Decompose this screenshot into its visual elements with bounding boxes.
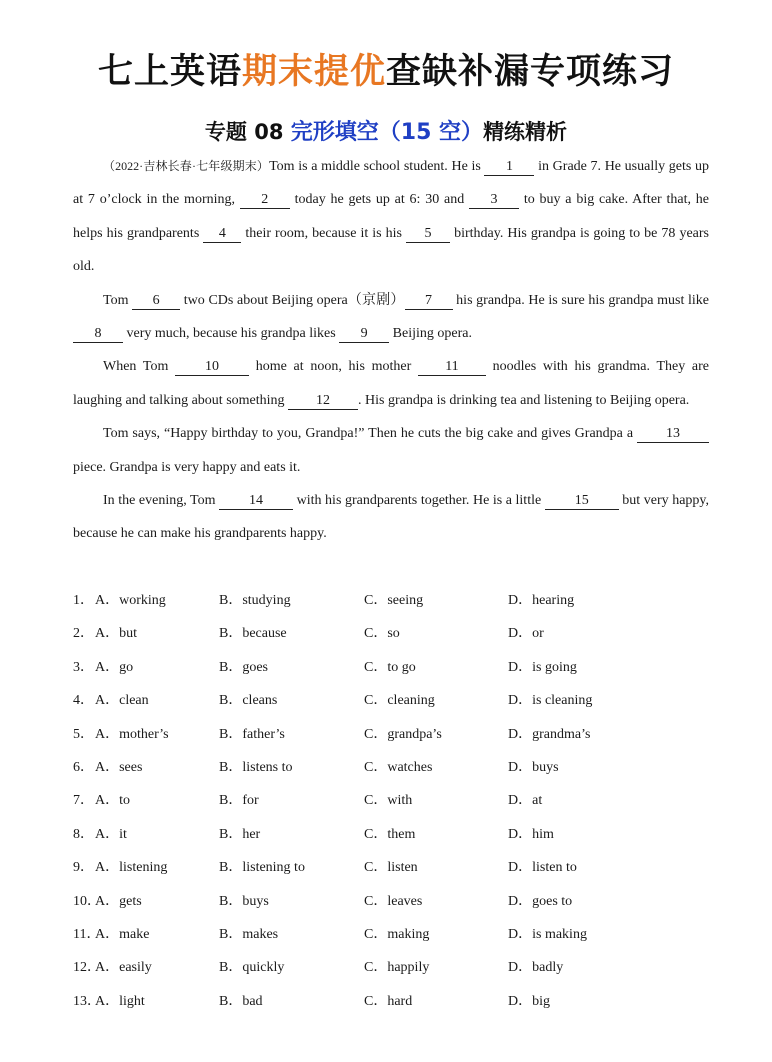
title-part2: 查缺补漏专项练习 [386,52,675,92]
option-a[interactable]: A．gets [95,893,142,909]
option-c[interactable]: C．so [364,626,400,642]
blank-13: 13 [637,426,709,443]
option-b[interactable]: B．because [219,626,287,642]
option-b[interactable]: B．goes [219,659,268,675]
passage-paragraph-5 [73,484,709,551]
blank-11: 11 [418,359,486,376]
option-b[interactable]: B．buys [219,893,269,909]
question-row-7 [73,784,713,817]
passage-paragraph-4 [73,417,709,484]
question-row-12 [73,951,713,984]
question-row-13 [73,985,713,1018]
option-b[interactable]: B．for [219,793,259,809]
option-d[interactable]: D．him [508,826,554,842]
option-d[interactable]: D．big [508,993,550,1009]
option-c[interactable]: C．cleaning [364,693,435,709]
blank-7: 7 [405,293,453,310]
passage-paragraph-2 [73,284,709,351]
passage-text: birthday. His grandpa is going to be 78 years old. [73,225,710,275]
option-d[interactable]: D．is going [508,659,577,675]
question-row-8 [73,818,713,851]
option-c[interactable]: C．hard [364,993,413,1009]
question-row-5 [73,718,713,751]
blank-9: 9 [339,326,389,343]
question-number: 1． [73,593,94,608]
passage-text: to buy a big cake. After that, he helps his grandparents [73,192,709,241]
option-c[interactable]: C．making [364,926,430,942]
option-c[interactable]: C．seeing [364,593,424,608]
question-row-2 [73,617,713,650]
question-number: 13． [73,993,101,1009]
passage-text: . His grandpa is drinking tea and listening to Beijing opera. [358,392,690,408]
subtitle-suffix: 精练精析 [483,120,568,144]
blank-14: 14 [219,493,293,510]
blank-6: 6 [132,293,180,310]
option-a[interactable]: A．make [95,926,150,942]
cloze-passage [73,150,709,551]
question-number: 10． [73,893,101,909]
question-row-10 [73,885,713,918]
option-d[interactable]: D．listen to [508,860,577,876]
passage-paragraph-3 [73,350,709,417]
question-number: 3． [73,659,94,675]
question-number: 12． [73,960,101,976]
title-highlight: 期末提优 [241,52,386,92]
option-b[interactable]: B．cleans [219,693,278,709]
passage-text: noodles with his grandma. They are laughing and talking about something [73,359,710,408]
passage-paragraph-1 [73,150,709,284]
passage-text: When Tom [103,359,176,375]
option-c[interactable]: C．grandpa’s [364,726,442,742]
passage-text: but very happy, because he can make his grandparents happy. [73,493,709,542]
option-b[interactable]: B．her [219,826,261,842]
option-d[interactable]: D．hearing [508,593,575,608]
option-b[interactable]: B．listening to [219,860,305,876]
blank-5: 5 [406,226,450,243]
passage-text: In the evening, Tom [103,493,220,509]
passage-text: very much, because his grandpa likes [123,326,340,342]
option-a[interactable]: A．sees [95,759,143,775]
option-d[interactable]: D．is making [508,926,587,942]
blank-4: 4 [203,226,241,243]
passage-text: two CDs about Beijing opera（京剧） [180,292,405,308]
passage-text: home at noon, his mother [249,359,418,375]
option-d[interactable]: D．buys [508,759,559,775]
blank-8: 8 [73,326,123,343]
passage-text: Tom is a middle school student. He is [269,159,485,174]
question-number: 9． [73,860,94,876]
option-d[interactable]: D．badly [508,960,564,976]
page-title [0,44,772,94]
passage-text: with his grandparents together. He is a little [293,493,545,509]
option-d[interactable]: D．is cleaning [508,693,593,709]
blank-1: 1 [484,159,534,176]
blank-10: 10 [175,359,249,376]
question-row-4 [73,684,713,717]
option-a[interactable]: A．working [95,593,166,608]
option-a[interactable]: A．to [95,793,130,809]
question-number: 7． [73,793,94,809]
option-b[interactable]: B．listens to [219,759,293,775]
passage-text: in Grade 7. He usually gets up at 7 o’clock in the morning, [73,159,709,208]
question-number: 8． [73,826,94,842]
question-row-9 [73,851,713,884]
option-c[interactable]: C．them [364,826,416,842]
passage-text: piece. Grandpa is very happy and eats it. [73,459,301,475]
blank-15: 15 [545,493,619,510]
question-number: 4． [73,693,94,709]
question-row-3 [73,651,713,684]
option-c[interactable]: C．happily [364,960,430,976]
option-c[interactable]: C．leaves [364,893,423,909]
blank-12: 12 [288,393,358,410]
option-a[interactable]: A．easily [95,960,152,976]
question-number: 2． [73,626,94,642]
option-b[interactable]: B．studying [219,593,291,608]
question-number: 11． [73,926,101,942]
question-number: 6． [73,759,94,775]
passage-text: his grandpa. He is sure his grandpa must like [452,292,709,308]
option-b[interactable]: B．father’s [219,726,285,742]
option-a[interactable]: A．it [95,826,127,842]
question-row-1 [73,584,713,617]
option-a[interactable]: A．light [95,993,145,1009]
blank-2: 2 [240,192,290,209]
page-subtitle [0,115,772,146]
option-c[interactable]: C．with [364,793,413,809]
option-b[interactable]: B．quickly [219,960,285,976]
passage-text: Tom [103,292,133,308]
option-d[interactable]: D．goes to [508,893,573,909]
option-a[interactable]: A．mother’s [95,726,169,742]
passage-text: today he gets up at 6: 30 and [289,192,470,208]
subtitle-main: 完形填空（15 空） [290,120,484,145]
option-a[interactable]: A．clean [95,693,149,709]
option-a[interactable]: A．go [95,659,134,675]
option-b[interactable]: B．bad [219,993,263,1009]
option-a[interactable]: A．but [95,626,137,642]
option-a[interactable]: A．listening [95,860,168,876]
passage-text: Tom says, “Happy birthday to you, Grandpa!” Then he cuts the big cake and gives Grandpa a [103,426,637,442]
option-d[interactable]: D．grandma’s [508,726,591,742]
option-c[interactable]: C．watches [364,759,433,775]
option-b[interactable]: B．makes [219,926,279,942]
option-d[interactable]: D．or [508,626,544,642]
question-row-11 [73,918,713,951]
title-part1: 七上英语 [97,52,242,92]
source-note: （2022·吉林长春·七年级期末） [103,159,270,173]
question-row-6 [73,751,713,784]
blank-3: 3 [469,192,519,209]
answer-options [73,584,713,1018]
passage-text: Beijing opera. [389,326,472,342]
option-c[interactable]: C．listen [364,860,418,876]
passage-text: their room, because it is his [241,225,407,241]
option-d[interactable]: D．at [508,793,543,809]
option-c[interactable]: C．to go [364,659,416,675]
subtitle-prefix: 专题 08 [204,120,284,144]
question-number: 5． [73,726,94,742]
